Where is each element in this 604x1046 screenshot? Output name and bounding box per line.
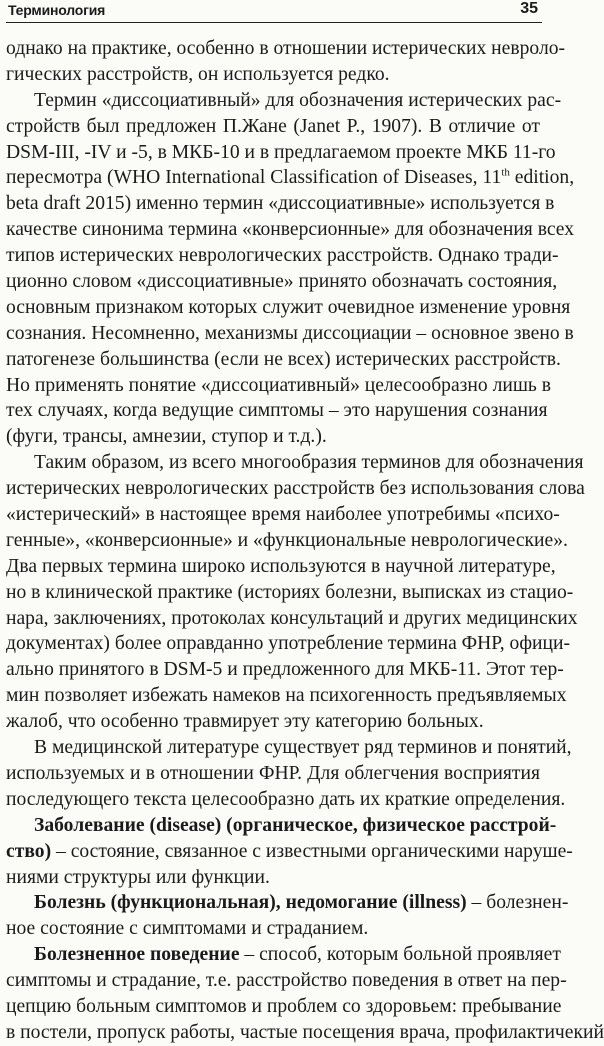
text-line: нара, заключениях, протоколах консультаций и других медицинских	[6, 607, 578, 629]
text-line: типов истерических неврологических расстройств. Однако тради-	[6, 245, 559, 267]
header-rule	[6, 22, 542, 23]
text-line: Два первых термина широко используются в научной литературе,	[6, 555, 556, 577]
text-line: патогенезе большинства (если не всех) истерических расстройств.	[6, 348, 561, 370]
text-line: в постели, пропуск работы, частые посещения врача, профилактичекий	[6, 1021, 604, 1043]
text-line: генные», «конверсионные» и «функциональные неврологические».	[6, 529, 568, 551]
text-line: последующего текста целесообразно дать их краткие определения.	[6, 788, 566, 810]
text-line: симптомы и страдание, т.е. расстройство поведения в ответ на пер-	[6, 970, 567, 992]
text-line: документах) более оправданно употребление термина ФНР, офици-	[6, 633, 571, 655]
text-line	[6, 165, 575, 191]
text-line: используемых и в отношении ФНР. Для облегчения восприятия	[6, 762, 540, 784]
text-line: гических расстройств, он используется редко.	[6, 63, 390, 85]
text-line: ниями структуры или функции.	[6, 866, 270, 888]
text-run: – способ, которым больной проявляет	[239, 944, 561, 966]
body-text	[6, 36, 604, 1046]
text-line: тех случаях, когда ведущие симптомы – это нарушения сознания	[6, 400, 548, 422]
bold-term: Болезненное поведение	[34, 944, 240, 966]
text-line: однако на практике, особенно в отношении истерических невроло-	[6, 38, 566, 59]
text-run: пересмотра (WHO International Classification of Diseases, 11	[6, 167, 502, 189]
text-line: Но применять понятие «диссоциативный» целесообразно лишь в	[6, 374, 552, 396]
text-line	[6, 839, 573, 865]
text-line: beta draft 2015) именно термин «диссоциативные» используется в	[6, 193, 555, 215]
text-line	[6, 890, 569, 916]
text-line: стройств был предложен П.Жане (Janet P., 1907). В отличие от	[6, 115, 540, 137]
text-line: Термин «диссоциативный» для обозначения истерических рас-	[34, 89, 562, 111]
section-title: Терминология	[8, 2, 106, 18]
text-line: но в клинической практике (историях болезни, выписках из стацио-	[6, 581, 574, 603]
text-line: В медицинской литературе существует ряд терминов и понятий,	[34, 737, 572, 759]
text-run: – состояние, связанное с известными органическими наруше-	[51, 840, 573, 862]
text-line: сознания. Несомненно, механизмы диссоциации – основное звено в	[6, 322, 574, 344]
text-run: edition,	[509, 167, 575, 189]
text-line: (фуги, трансы, амнезии, ступор и т.д.).	[6, 426, 327, 448]
bold-term: Заболевание (disease) (органическое, физическое расстрой-	[34, 814, 557, 836]
superscript: th	[501, 166, 510, 179]
running-header	[0, 0, 548, 22]
bold-term: ство)	[6, 840, 52, 862]
text-line: истерических неврологических расстройств без использования слова	[6, 478, 585, 500]
text-line: мин позволяет избежать намеков на психогенность предъявляемых	[6, 685, 567, 707]
text-line: ное состояние с симптомами и страданием.	[6, 918, 369, 940]
page-number: 35	[520, 0, 538, 17]
text-line: основным признаком которых служит очевидное изменение уровня	[6, 296, 571, 318]
text-line: Таким образом, из всего многообразия терминов для обозначения	[34, 452, 584, 474]
text-line: DSM-III, -IV и -5, в МКБ-10 и в предлагаемом проекте МКБ 11-го	[6, 141, 556, 163]
text-line: жалоб, что особенно травмирует эту категорию больных.	[6, 711, 484, 733]
text-run: – болезнен-	[466, 892, 569, 914]
bold-term: Болезнь (функциональная), недомогание (illness)	[34, 892, 467, 914]
text-line	[6, 942, 561, 968]
text-line: ально принятого в DSM-5 и предложенного для МКБ-11. Этот тер-	[6, 659, 564, 681]
text-line: качестве синонима термина «конверсионные» для обозначения всех	[6, 219, 575, 241]
text-line: ционно словом «диссоциативные» принято обозначать состояния,	[6, 271, 558, 293]
text-line: «истерический» в настоящее время наиболее употребимы «психо-	[6, 504, 560, 526]
text-line: цепцию больным симптомов и проблем со здоровьем: пребывание	[6, 995, 562, 1017]
text-line	[6, 813, 557, 839]
